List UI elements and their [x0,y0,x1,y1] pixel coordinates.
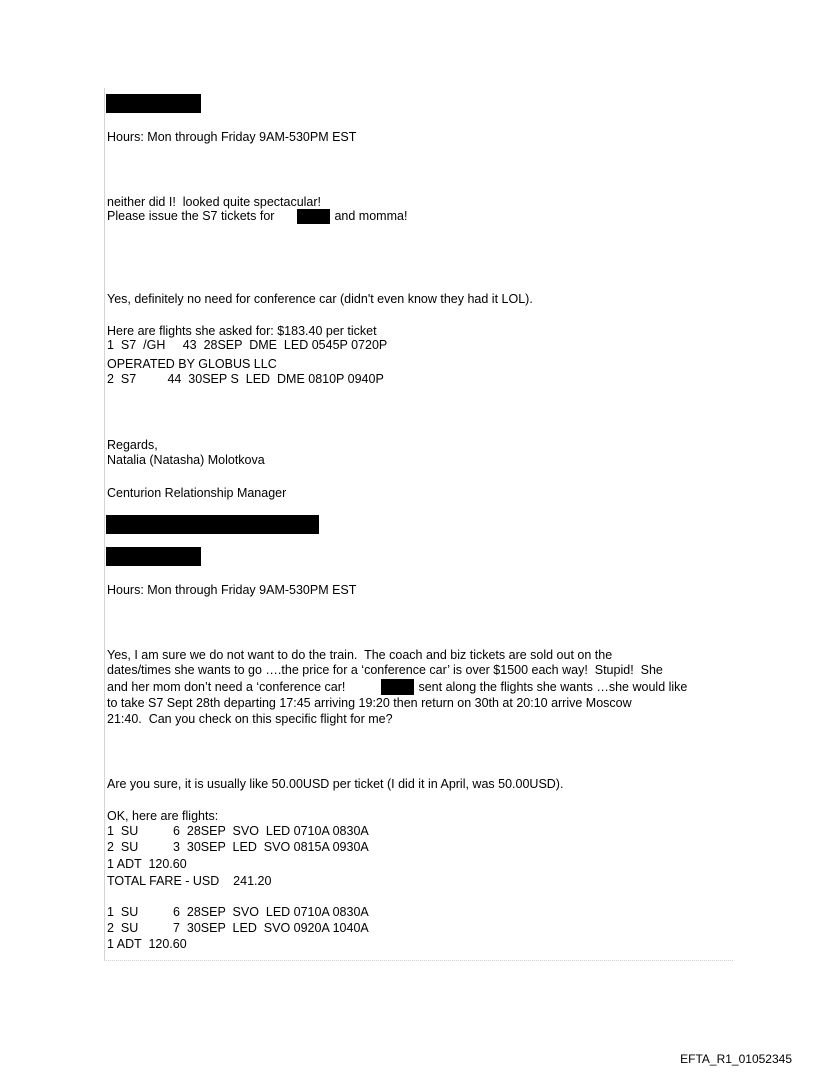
operated-by-line: OPERATED BY GLOBUS LLC [107,357,277,371]
message-line: neither did I! looked quite spectacular! [107,195,322,209]
message-line: Are you sure, it is usually like 50.00USD per ticket (I did it in April, was 50.00USD). [107,777,564,791]
signature-name: Natalia (Natasha) Molotkova [107,453,265,467]
fare-line: 1 ADT 120.60 [107,937,187,951]
hours-line: Hours: Mon through Friday 9AM-530PM EST [107,583,357,597]
signature-title: Centurion Relationship Manager [107,486,287,500]
total-fare-line: TOTAL FARE - USD 241.20 [107,874,272,888]
redaction-bar [106,94,201,113]
flight-line: 2 SU 7 30SEP LED SVO 0920A 1040A [107,921,369,935]
message-line: dates/times she wants to go ….the price for a ‘conference car’ is over $1500 each way! Stupid! She [107,663,663,677]
redaction-bar [381,679,414,695]
flight-line: 2 S7 44 30SEP S LED DME 0810P 0940P [107,372,384,386]
message-line: and momma! [331,209,408,223]
message-line: Yes, definitely no need for conference car (didn't even know they had it LOL). [107,292,533,306]
redaction-bar [106,515,319,534]
flight-line: 2 SU 3 30SEP LED SVO 0815A 0930A [107,840,369,854]
signature-regards: Regards, [107,438,158,452]
message-line: and her mom don’t need a ‘conference car! [107,680,353,694]
message-line: 21:40. Can you check on this specific flight for me? [107,712,393,726]
flight-line: 1 SU 6 28SEP SVO LED 0710A 0830A [107,824,369,838]
message-line: sent along the flights she wants …she would like [415,680,688,694]
message-line: Please issue the S7 tickets for [107,209,278,223]
flight-line: 1 S7 /GH 43 28SEP DME LED 0545P 0720P [107,338,388,352]
hours-line: Hours: Mon through Friday 9AM-530PM EST [107,130,357,144]
redaction-bar [297,209,330,224]
flight-line: 1 SU 6 28SEP SVO LED 0710A 0830A [107,905,369,919]
fare-line: 1 ADT 120.60 [107,857,187,871]
message-line: Yes, I am sure we do not want to do the train. The coach and biz tickets are sold out on the [107,648,613,662]
document-id: EFTA_R1_01052345 [680,1052,792,1066]
message-line: to take S7 Sept 28th departing 17:45 arriving 19:20 then return on 30th at 20:10 arrive Moscow [107,696,632,710]
flights-intro: Here are flights she asked for: $183.40 per ticket [107,324,377,338]
redaction-bar [106,547,201,566]
flights-intro: OK, here are flights: [107,809,219,823]
